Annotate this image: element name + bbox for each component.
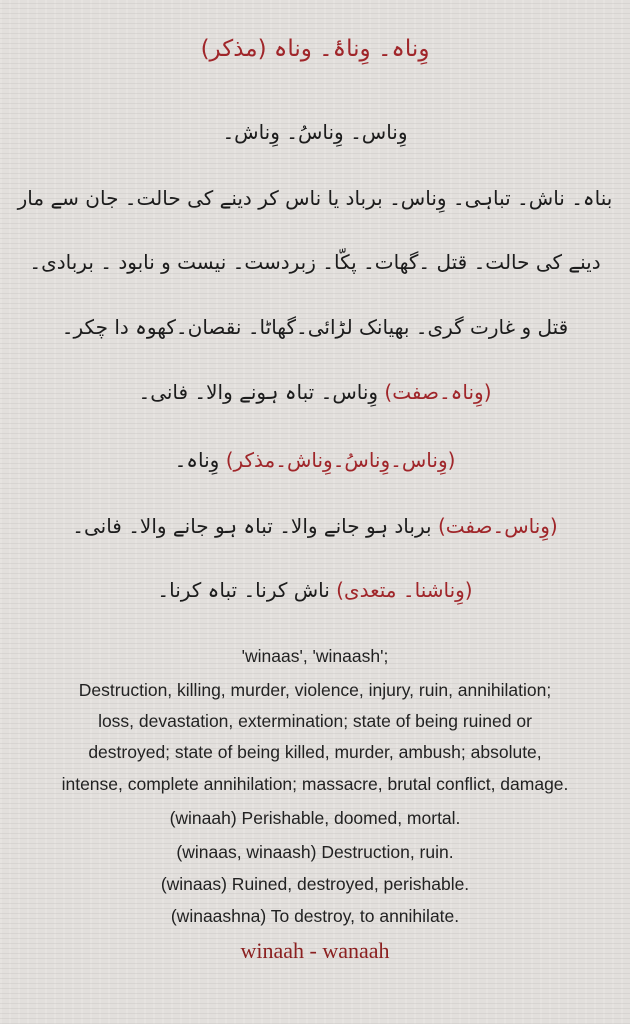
romanization-footer: winaah - wanaah [240,938,390,963]
english-sense-winaas-winaash: (winaas, winaash) Destruction, ruin. [176,842,454,862]
english-sense-winaashna: (winaashna) To destroy, to annihilate. [170,906,460,926]
urdu-sense-adjective-winaas [0,514,630,538]
urdu-sense-verb-winaashna [0,578,630,602]
urdu-sense-text: ناش کرنا۔ تباہ کرنا۔ [157,578,330,602]
english-definition-line-3: destroyed; state of being killed, murder, ambush; absolute, [88,742,542,762]
urdu-sense-tag: (وِناس۔صفت) [437,514,558,538]
urdu-sense-text: وِناہ۔ [174,448,220,472]
urdu-variants-line: وِناس۔ وِناسُ۔ وِناش۔ [222,120,408,144]
urdu-definition-line-1: بناہ۔ ناش۔ تباہی۔ وِناس۔ برباد یا ناس کر دینے کی حالت۔ جان سے مار [17,186,613,210]
urdu-sense-tag: (وِناہ۔صفت) [384,380,492,404]
urdu-sense-tag: (وِناشنا۔ متعدی) [336,578,473,602]
urdu-definition-line-2: دینے کی حالت۔ قتل ۔گھات۔ پکّا۔ زبردست۔ نیست و نابود ۔ بربادی۔ [29,250,601,274]
urdu-sense-noun-winaas [0,448,630,472]
english-definition-line-2: loss, devastation, extermination; state of being ruined or [98,711,532,731]
urdu-sense-text: وِناس۔ تباہ ہونے والا۔ فانی۔ [138,380,379,404]
english-sense-winaah: (winaah) Perishable, doomed, mortal. [169,808,461,828]
urdu-sense-text: برباد ہو جانے والا۔ تباہ ہو جانے والا۔ فانی۔ [72,514,432,538]
english-definition-line-1: Destruction, killing, murder, violence, injury, ruin, annihilation; [78,680,552,700]
urdu-sense-tag: (وِناس۔وِناسُ۔وِناش۔مذکر) [225,448,456,472]
urdu-headword-title: وِناہ۔ وِناۂ۔ وناہ (مذکر) [200,36,430,62]
english-sense-winaas: (winaas) Ruined, destroyed, perishable. [160,874,470,894]
urdu-definition-line-3 [0,315,630,339]
urdu-sense-adjective-winaah [0,380,630,404]
urdu-definition-line-3-text: قتل و غارت گری۔ بھیانک لڑائی۔گھاٹا۔ نقصان۔کھوہ دا چکر۔ [61,315,569,339]
english-variants: 'winaas', 'winaash'; [241,646,389,666]
english-definition-line-4: intense, complete annihilation; massacre, brutal conflict, damage. [61,774,569,794]
